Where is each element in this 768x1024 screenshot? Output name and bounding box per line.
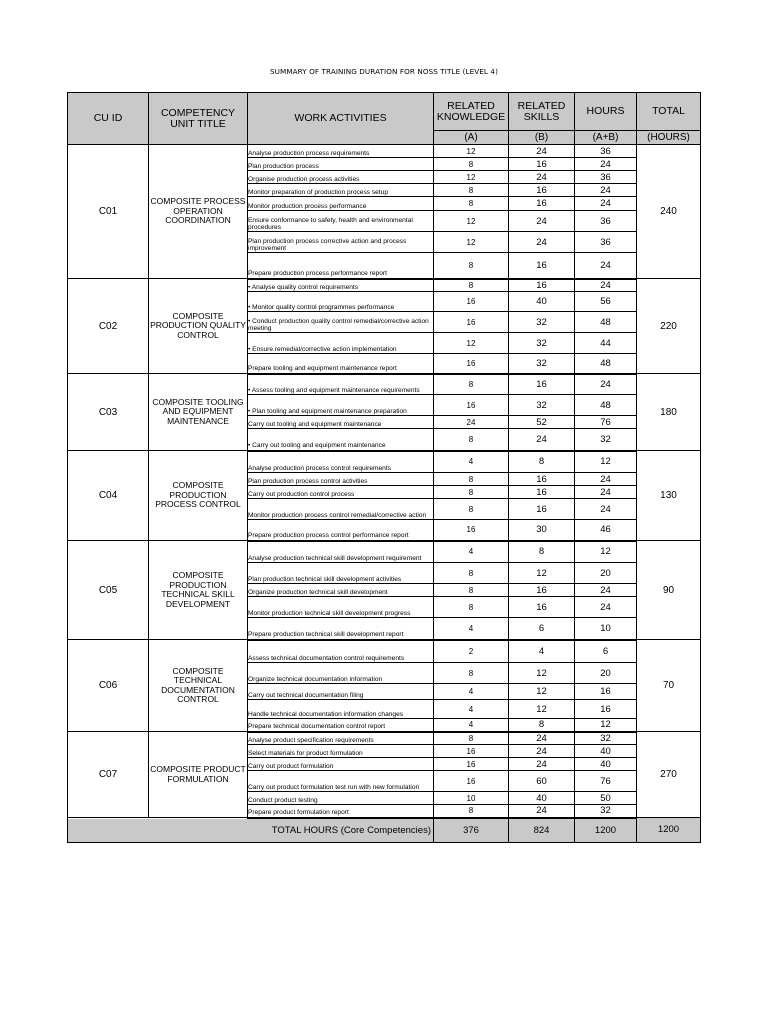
knowledge-hours-cell: 8 — [434, 197, 509, 211]
hours-cell: 24 — [575, 158, 637, 171]
subheader-knowledge: (A) — [434, 131, 509, 145]
hours-cell: 32 — [575, 805, 637, 818]
work-activity-cell: Monitor production process control remedial/corrective action — [248, 499, 434, 520]
knowledge-hours-cell: 12 — [434, 333, 509, 354]
hours-cell: 46 — [575, 520, 637, 541]
totals-row — [68, 818, 701, 843]
work-activity-cell: Plan production process — [248, 158, 434, 171]
skills-hours-cell: 16 — [509, 473, 575, 486]
header-cu-id: CU ID — [68, 93, 149, 145]
work-activity-cell: Carry out tooling and equipment maintenance — [248, 416, 434, 429]
skills-hours-cell: 12 — [509, 663, 575, 684]
competency-title-cell: COMPOSITE PRODUCT FORMULATION — [149, 732, 248, 818]
work-activity-cell: Ensure conformance to safety, health and environmental procedures — [248, 211, 434, 232]
work-activity-cell: Prepare production process control performance report — [248, 520, 434, 541]
knowledge-hours-cell: 8 — [434, 805, 509, 818]
skills-hours-cell: 24 — [509, 171, 575, 184]
knowledge-hours-cell: 24 — [434, 416, 509, 429]
knowledge-hours-cell: 8 — [434, 584, 509, 597]
hours-cell: 36 — [575, 232, 637, 253]
header-competency-unit-title: COMPETENCY UNIT TITLE — [149, 93, 248, 145]
work-activity-cell: • Plan tooling and equipment maintenance preparation — [248, 395, 434, 416]
hours-cell: 44 — [575, 333, 637, 354]
knowledge-hours-cell: 8 — [434, 374, 509, 395]
knowledge-hours-cell: 4 — [434, 451, 509, 473]
knowledge-hours-cell: 8 — [434, 563, 509, 584]
knowledge-hours-cell: 12 — [434, 171, 509, 184]
knowledge-hours-cell: 8 — [434, 279, 509, 292]
work-activity-cell: Carry out product formulation test run with new formulation — [248, 771, 434, 792]
competency-title-cell: COMPOSITE PROCESS OPERATION COORDINATION — [149, 145, 248, 279]
hours-cell: 36 — [575, 211, 637, 232]
hours-cell: 24 — [575, 499, 637, 520]
knowledge-hours-cell: 8 — [434, 663, 509, 684]
knowledge-hours-cell: 2 — [434, 640, 509, 663]
work-activity-cell: Prepare production process performance report — [248, 253, 434, 279]
knowledge-hours-cell: 8 — [434, 158, 509, 171]
hours-cell: 20 — [575, 563, 637, 584]
knowledge-hours-cell: 4 — [434, 719, 509, 732]
training-duration-table — [67, 92, 701, 843]
skills-hours-cell: 4 — [509, 640, 575, 663]
knowledge-hours-cell: 16 — [434, 758, 509, 771]
totals-label: TOTAL HOURS (Core Competencies) — [68, 818, 434, 843]
skills-hours-cell: 16 — [509, 584, 575, 597]
work-activity-cell: • Ensure remedial/corrective action implementation — [248, 333, 434, 354]
table-row — [68, 145, 701, 158]
hours-cell: 36 — [575, 145, 637, 158]
knowledge-hours-cell: 4 — [434, 684, 509, 700]
skills-hours-cell: 24 — [509, 232, 575, 253]
hours-cell: 12 — [575, 451, 637, 473]
skills-hours-cell: 16 — [509, 253, 575, 279]
work-activity-cell: Organise production process activities — [248, 171, 434, 184]
skills-hours-cell: 32 — [509, 333, 575, 354]
competency-title-cell: COMPOSITE PRODUCTION PROCESS CONTROL — [149, 451, 248, 541]
totals-total: 1200 — [637, 818, 701, 843]
hours-cell: 56 — [575, 292, 637, 312]
hours-cell: 24 — [575, 197, 637, 211]
hours-cell: 12 — [575, 719, 637, 732]
skills-hours-cell: 24 — [509, 805, 575, 818]
hours-cell: 24 — [575, 279, 637, 292]
subheader-hours: (A+B) — [575, 131, 637, 145]
hours-cell: 16 — [575, 684, 637, 700]
hours-cell: 36 — [575, 171, 637, 184]
hours-cell: 20 — [575, 663, 637, 684]
skills-hours-cell: 8 — [509, 719, 575, 732]
knowledge-hours-cell: 8 — [434, 486, 509, 499]
work-activity-cell: • Carry out tooling and equipment maintenance — [248, 429, 434, 451]
skills-hours-cell: 24 — [509, 211, 575, 232]
hours-cell: 76 — [575, 416, 637, 429]
hours-cell: 24 — [575, 486, 637, 499]
unit-total-cell: 180 — [637, 374, 701, 451]
competency-title-cell: COMPOSITE TECHNICAL DOCUMENTATION CONTROL — [149, 640, 248, 732]
skills-hours-cell: 24 — [509, 745, 575, 758]
work-activity-cell: Organize production technical skill development — [248, 584, 434, 597]
skills-hours-cell: 8 — [509, 541, 575, 563]
subheader-total: (HOURS) — [637, 131, 701, 145]
skills-hours-cell: 12 — [509, 700, 575, 719]
work-activity-cell: Assess technical documentation control requirements — [248, 640, 434, 663]
work-activity-cell: • Conduct production quality control remedial/corrective action meeting — [248, 312, 434, 333]
work-activity-cell: • Analyse quality control requirements — [248, 279, 434, 292]
skills-hours-cell: 12 — [509, 684, 575, 700]
work-activity-cell: Analyse production process requirements — [248, 145, 434, 158]
header-total: TOTAL — [637, 93, 701, 131]
work-activity-cell: Handle technical documentation information changes — [248, 700, 434, 719]
work-activity-cell: Carry out production control process — [248, 486, 434, 499]
skills-hours-cell: 52 — [509, 416, 575, 429]
skills-hours-cell: 8 — [509, 451, 575, 473]
knowledge-hours-cell: 12 — [434, 211, 509, 232]
work-activity-cell: Organize technical documentation information — [248, 663, 434, 684]
skills-hours-cell: 16 — [509, 184, 575, 197]
cu-id-cell: C01 — [68, 145, 149, 279]
hours-cell: 6 — [575, 640, 637, 663]
unit-total-cell: 270 — [637, 732, 701, 818]
knowledge-hours-cell: 8 — [434, 429, 509, 451]
skills-hours-cell: 16 — [509, 374, 575, 395]
knowledge-hours-cell: 8 — [434, 253, 509, 279]
cu-id-cell: C06 — [68, 640, 149, 732]
work-activity-cell: Plan production process control activities — [248, 473, 434, 486]
knowledge-hours-cell: 8 — [434, 473, 509, 486]
work-activity-cell: • Monitor quality control programmes performance — [248, 292, 434, 312]
totals-knowledge: 376 — [434, 818, 509, 843]
skills-hours-cell: 40 — [509, 292, 575, 312]
hours-cell: 24 — [575, 184, 637, 197]
knowledge-hours-cell: 10 — [434, 792, 509, 805]
totals-skills: 824 — [509, 818, 575, 843]
knowledge-hours-cell: 8 — [434, 499, 509, 520]
header-related-knowledge: RELATED KNOWLEDGE — [434, 93, 509, 131]
knowledge-hours-cell: 4 — [434, 700, 509, 719]
skills-hours-cell: 32 — [509, 354, 575, 374]
knowledge-hours-cell: 16 — [434, 520, 509, 541]
work-activity-cell: Select materials for product formulation — [248, 745, 434, 758]
hours-cell: 48 — [575, 395, 637, 416]
hours-cell: 16 — [575, 700, 637, 719]
table-row — [68, 451, 701, 473]
knowledge-hours-cell: 16 — [434, 771, 509, 792]
knowledge-hours-cell: 8 — [434, 184, 509, 197]
work-activity-cell: Monitor production process performance — [248, 197, 434, 211]
skills-hours-cell: 16 — [509, 279, 575, 292]
document-title: SUMMARY OF TRAINING DURATION FOR NOSS TITLE (LEVEL 4) — [270, 67, 498, 76]
unit-total-cell: 70 — [637, 640, 701, 732]
skills-hours-cell: 24 — [509, 732, 575, 745]
skills-hours-cell: 60 — [509, 771, 575, 792]
hours-cell: 50 — [575, 792, 637, 805]
table-row — [68, 732, 701, 745]
skills-hours-cell: 16 — [509, 499, 575, 520]
work-activity-cell: Analyse product specification requirements — [248, 732, 434, 745]
header-work-activities: WORK ACTIVITIES — [248, 93, 434, 145]
totals-hours: 1200 — [575, 818, 637, 843]
knowledge-hours-cell: 16 — [434, 745, 509, 758]
work-activity-cell: Plan production process corrective action and process improvement — [248, 232, 434, 253]
table-row — [68, 374, 701, 395]
work-activity-cell: Prepare production technical skill development report — [248, 618, 434, 640]
hours-cell: 10 — [575, 618, 637, 640]
competency-title-cell: COMPOSITE PRODUCTION TECHNICAL SKILL DEVELOPMENT — [149, 541, 248, 640]
cu-id-cell: C04 — [68, 451, 149, 541]
work-activity-cell: • Assess tooling and equipment maintenance requirements — [248, 374, 434, 395]
work-activity-cell: Analyse production technical skill development requirement — [248, 541, 434, 563]
skills-hours-cell: 6 — [509, 618, 575, 640]
knowledge-hours-cell: 16 — [434, 312, 509, 333]
knowledge-hours-cell: 12 — [434, 145, 509, 158]
hours-cell: 24 — [575, 597, 637, 618]
skills-hours-cell: 16 — [509, 197, 575, 211]
subheader-skills: (B) — [509, 131, 575, 145]
table-row — [68, 541, 701, 563]
work-activity-cell: Prepare tooling and equipment maintenance report — [248, 354, 434, 374]
knowledge-hours-cell: 4 — [434, 618, 509, 640]
unit-total-cell: 90 — [637, 541, 701, 640]
skills-hours-cell: 16 — [509, 486, 575, 499]
skills-hours-cell: 24 — [509, 758, 575, 771]
hours-cell: 32 — [575, 732, 637, 745]
knowledge-hours-cell: 4 — [434, 541, 509, 563]
hours-cell: 24 — [575, 253, 637, 279]
knowledge-hours-cell: 12 — [434, 232, 509, 253]
competency-title-cell: COMPOSITE PRODUCTION QUALITY CONTROL — [149, 279, 248, 374]
hours-cell: 76 — [575, 771, 637, 792]
knowledge-hours-cell: 8 — [434, 732, 509, 745]
hours-cell: 12 — [575, 541, 637, 563]
hours-cell: 24 — [575, 584, 637, 597]
work-activity-cell: Plan production technical skill development activities — [248, 563, 434, 584]
work-activity-cell: Prepare technical documentation control report — [248, 719, 434, 732]
skills-hours-cell: 32 — [509, 312, 575, 333]
header-hours: HOURS — [575, 93, 637, 131]
skills-hours-cell: 16 — [509, 158, 575, 171]
skills-hours-cell: 16 — [509, 597, 575, 618]
table-row — [68, 640, 701, 663]
skills-hours-cell: 32 — [509, 395, 575, 416]
hours-cell: 40 — [575, 758, 637, 771]
work-activity-cell: Conduct product testing — [248, 792, 434, 805]
knowledge-hours-cell: 16 — [434, 292, 509, 312]
skills-hours-cell: 30 — [509, 520, 575, 541]
hours-cell: 32 — [575, 429, 637, 451]
unit-total-cell: 220 — [637, 279, 701, 374]
cu-id-cell: C07 — [68, 732, 149, 818]
hours-cell: 48 — [575, 354, 637, 374]
hours-cell: 24 — [575, 374, 637, 395]
skills-hours-cell: 12 — [509, 563, 575, 584]
work-activity-cell: Carry out product formulation — [248, 758, 434, 771]
skills-hours-cell: 24 — [509, 145, 575, 158]
hours-cell: 48 — [575, 312, 637, 333]
cu-id-cell: C03 — [68, 374, 149, 451]
knowledge-hours-cell: 8 — [434, 597, 509, 618]
knowledge-hours-cell: 16 — [434, 354, 509, 374]
skills-hours-cell: 40 — [509, 792, 575, 805]
skills-hours-cell: 24 — [509, 429, 575, 451]
cu-id-cell: C05 — [68, 541, 149, 640]
work-activity-cell: Monitor preparation of production process setup — [248, 184, 434, 197]
hours-cell: 24 — [575, 473, 637, 486]
work-activity-cell: Monitor production technical skill development progress — [248, 597, 434, 618]
unit-total-cell: 130 — [637, 451, 701, 541]
knowledge-hours-cell: 16 — [434, 395, 509, 416]
competency-title-cell: COMPOSITE TOOLING AND EQUIPMENT MAINTENANCE — [149, 374, 248, 451]
unit-total-cell: 240 — [637, 145, 701, 279]
work-activity-cell: Carry out technical documentation filing — [248, 684, 434, 700]
table-row — [68, 279, 701, 292]
work-activity-cell: Analyse production process control requirements — [248, 451, 434, 473]
header-related-skills: RELATED SKILLS — [509, 93, 575, 131]
cu-id-cell: C02 — [68, 279, 149, 374]
hours-cell: 40 — [575, 745, 637, 758]
work-activity-cell: Prepare product formulation report — [248, 805, 434, 818]
